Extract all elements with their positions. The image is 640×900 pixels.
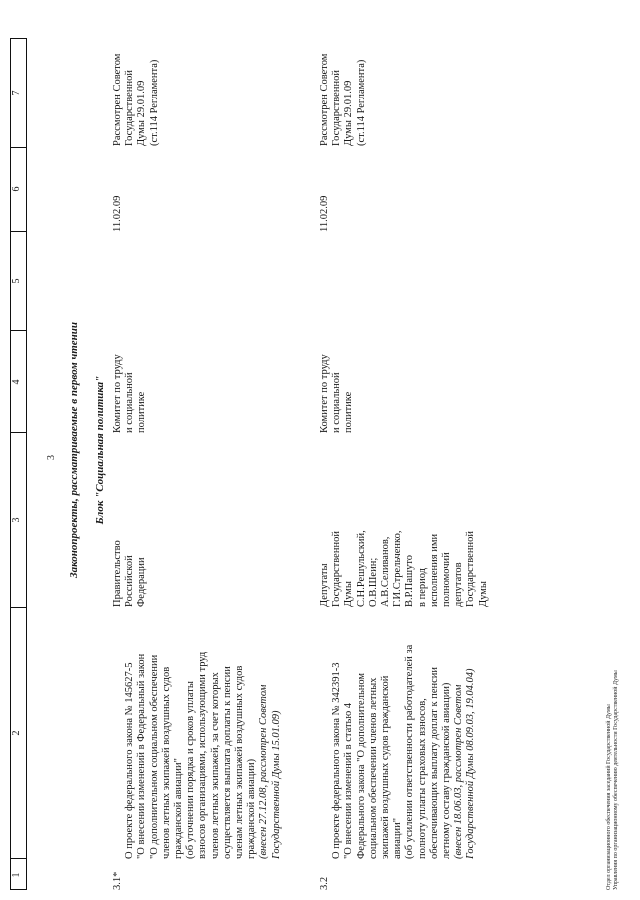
bill-committee: Комитет по труду и социальной политике [112,354,148,433]
row-number: 3.1* [112,871,123,890]
column-header: 3 [11,517,22,523]
section-heading: Законопроекты, рассматриваемые в первом чтении [68,322,80,578]
block-heading: Блок "Социальная политика" [94,375,106,525]
column-header: 7 [11,90,22,96]
page-number: 3 [46,455,57,460]
header-divider [10,38,27,39]
header-bottom-rule [26,38,27,890]
bill-title-text: О проекте федерального закона № 342391-3 "О внесении изменений в статью 4 Федерального закона "О дополнительном социальном обеспечении членов летных экипажей воздушных судов гражданской авиации" (об усилении ответственности работодателей за полноту уплаты страховых взносов, обеспечивающих выплату доплат к пенсии летному составу гражданской авиации) [331,644,453,859]
header-divider [10,432,27,433]
column-header: 2 [11,730,22,736]
column-header: 6 [11,186,22,192]
header-divider [10,607,27,608]
bill-title-text: О проекте федерального закона № 145627-5 "О внесении изменений в Федеральный закон "О дополнительном социальном обеспечении членов летных экипажей воздушных судов гражданской авиации" (об уточнении порядка и сроков уплаты взносов организациями, использующими труд членов летных экипажей, за счет которых осуществляется выплата доплаты к пенсии членам летных экипажей воздушных судов гражданской авиации) [124,651,258,859]
column-header: 5 [11,278,22,284]
bill-date: 11.02.09 [112,195,123,232]
header-divider [10,330,27,331]
bill-initiator: Депутаты Государственной Думы С.Н.Решульский, О.В.Шеин; А.В.Селиванов, Г.И.Стрельченко, В.Р.Пашуто в период исполнения ими полномочий депутатов Государственной Думы [319,530,489,607]
header-divider [10,147,27,148]
bill-note: (внесен 18.06.03, рассмотрен Советом Государственной Думы 08.09.03, 19.04.04) [453,668,477,859]
bill-note: (внесен 27.12.08, рассмотрен Советом Государственной Думы 15.01.09) [258,684,282,859]
rotated-landscape-content [10,10,630,890]
bill-status: Рассмотрен Советом Государственной Думы 29.01.09 (ст.114 Регламента) [112,53,160,146]
bill-title [319,609,490,859]
column-header: 4 [11,379,22,385]
header-top-rule [10,38,11,890]
bill-initiator: Правительство Российской Федерации [112,540,148,607]
bill-date: 11.02.09 [319,195,330,232]
row-number: 3.2 [319,876,330,890]
header-divider [10,858,27,859]
header-divider [10,231,27,232]
bill-status: Рассмотрен Советом Государственной Думы 29.01.09 (ст.114 Регламента) [319,53,367,146]
bill-title [112,609,295,859]
bill-committee: Комитет по труду и социальной политике [319,354,355,433]
footer-note: Отдел организационного обеспечения заседаний Государственной Думы Управления по организационному обеспечению деятельности Государственной Думы [606,670,619,890]
column-header: 1 [11,872,22,878]
